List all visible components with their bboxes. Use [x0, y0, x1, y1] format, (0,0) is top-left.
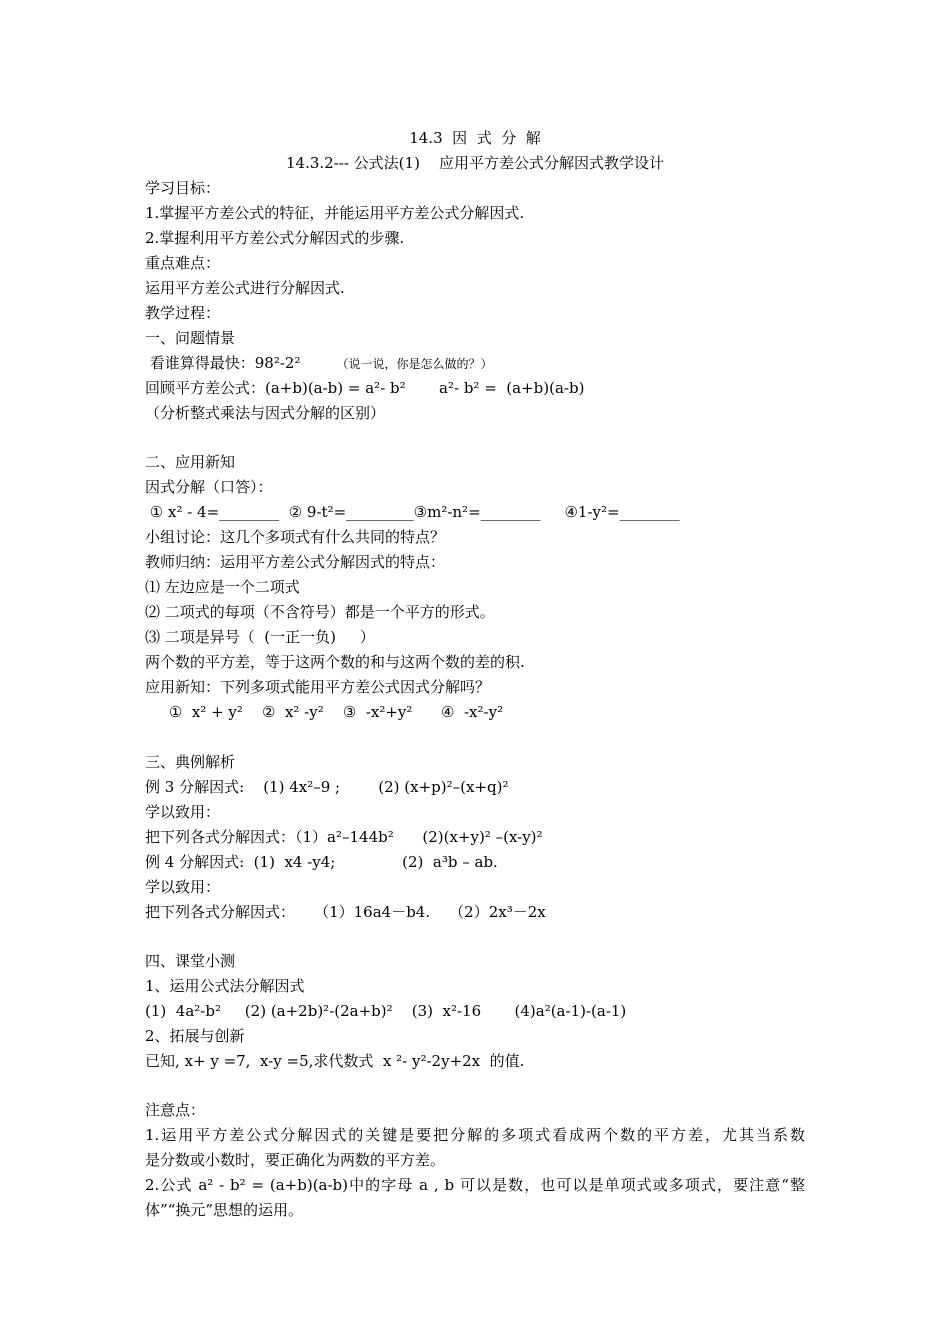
section-1-line-1	[145, 353, 493, 374]
section-4-heading: 四、课堂小测	[145, 952, 236, 970]
note-1-line-2: 是分数或小数时，要正确化为两数的平方差。	[145, 1151, 446, 1169]
objective-2: 2.掌握利用平方差公式分解因式的步骤.	[145, 229, 405, 247]
process-heading: 教学过程：	[145, 304, 221, 322]
section-2-line-4: 教师归纳：运用平方差公式分解因式的特点：	[145, 553, 446, 571]
section-2-line-1: 因式分解（口答）：	[145, 478, 273, 496]
doc-title: 14.3 因 式 分 解	[409, 129, 541, 147]
section-3-heading: 三、典例解析	[145, 753, 236, 771]
note-2-line-2: 体”“换元”思想的运用。	[145, 1201, 304, 1219]
section-2-line-9: 应用新知：下列多项式能用平方差公式因式分解吗？	[145, 678, 491, 696]
section-1-line-3: （分析整式乘法与因式分解的区别）	[145, 404, 386, 422]
section-3-line-2: 学以致用：	[145, 803, 221, 821]
section-2-line-2: ① x² - 4=________ ② 9-t²=_________③m²-n²=________ ④1-y²=________	[145, 503, 680, 521]
section-3-line-4: 例 4 分解因式: (1) x4 -y4; (2) a³b – ab.	[145, 853, 498, 871]
section-4-line-3: 2、拓展与创新	[145, 1027, 245, 1045]
section-4-line-1: 1、运用公式法分解因式	[145, 977, 305, 995]
key-heading: 重点难点：	[145, 254, 221, 272]
section-3-line-6: 把下列各式分解因式： （1）16a4－b4. （2）2x³－2x	[145, 903, 546, 921]
objective-1: 1.掌握平方差公式的特征，并能运用平方差公式分解因式.	[145, 204, 525, 222]
section-1-line-2: 回顾平方差公式：(a+b)(a-b) = a²- b² a²- b² = (a+b)(a-b)	[145, 379, 585, 397]
section-3-line-3: 把下列各式分解因式：（1）a²–144b² (2)(x+y)² –(x-y)²	[145, 828, 543, 846]
section-2-line-7: ⑶ 二项是异号（ (一正一负) ）	[145, 628, 375, 646]
doc-subtitle: 14.3.2--- 公式法(1) 应用平方差公式分解因式教学设计	[285, 154, 664, 172]
key-text: 运用平方差公式进行分解因式.	[145, 279, 345, 297]
section-3-line-5: 学以致用：	[145, 878, 221, 896]
note-2-line-1: 2.公式 a² - b² = (a+b)(a-b)中的字母 a , b 可以是数，也可以是单项式或多项式，要注意“整	[145, 1176, 805, 1194]
section-2-line-5: ⑴ 左边应是一个二项式	[145, 578, 300, 596]
section-2-line-10: ① x² + y² ② x² -y² ③ -x²+y² ④ -x²-y²	[145, 703, 504, 721]
section-1-line-1-text: 看谁算得最快：98²-2²	[145, 354, 301, 372]
section-4-line-4: 已知, x+ y =7, x-y =5,求代数式 x ²- y²-2y+2x 的值.	[145, 1052, 525, 1070]
section-2-line-6: ⑵ 二项式的每项（不含符号）都是一个平方的形式。	[145, 603, 495, 621]
section-1-heading: 一、问题情景	[145, 329, 236, 347]
section-1-line-1-note: （说一说，你是怎么做的？）	[336, 357, 493, 371]
note-1-line-1: 1.运用平方差公式分解因式的关键是要把分解的多项式看成两个数的平方差，尤其当系数	[145, 1126, 805, 1144]
section-2-line-3: 小组讨论：这几个多项式有什么共同的特点？	[145, 528, 446, 546]
notes-heading: 注意点：	[145, 1101, 206, 1119]
section-4-line-2: (1) 4a²-b² (2) (a+2b)²-(2a+b)² (3) x²-16 (4)a²(a-1)-(a-1)	[145, 1002, 627, 1020]
section-2-heading: 二、应用新知	[145, 453, 236, 471]
section-3-line-1: 例 3 分解因式: (1) 4x²–9 ; (2) (x+p)²–(x+q)²	[145, 778, 509, 796]
objectives-heading: 学习目标：	[145, 179, 221, 197]
section-2-line-8: 两个数的平方差，等于这两个数的和与这两个数的差的积.	[145, 653, 525, 671]
